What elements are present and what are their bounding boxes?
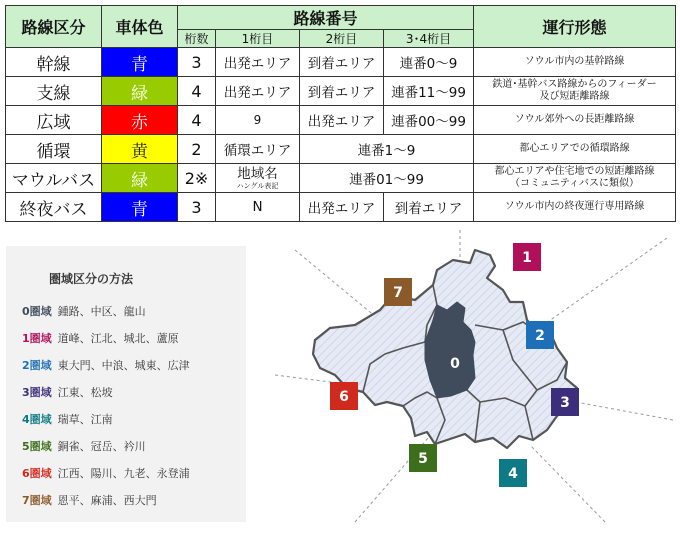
zone-label-3: 3: [560, 395, 570, 411]
zone-label-7: 7: [393, 285, 403, 301]
operation-cell: [474, 164, 676, 193]
digit1-cell: 出発エリア: [216, 77, 300, 106]
legend-code-suffix: 圏域: [29, 305, 52, 318]
legend-item: [22, 384, 113, 400]
legend-item: [22, 492, 157, 508]
table-row: [6, 135, 676, 164]
legend-code-number: 3: [22, 386, 30, 399]
header-route-type: 路線区分: [6, 6, 102, 48]
digit34-cell: 連番00～99: [384, 106, 474, 135]
legend-item: [22, 438, 146, 454]
legend-code: [22, 413, 52, 426]
legend-code-suffix: 圏域: [29, 332, 52, 345]
operation-line1: 鉄道･基幹バス路線からのフィーダー: [492, 79, 657, 90]
legend-code: [22, 305, 52, 318]
route-classification-table: [5, 5, 676, 222]
digit2-cell: 出発エリア: [300, 193, 384, 222]
legend-code-suffix: 圏域: [29, 359, 52, 372]
digits-cell: 3: [178, 193, 216, 222]
digit34-cell: 連番0～9: [384, 48, 474, 77]
header-digit2: 2桁目: [300, 30, 384, 48]
body-color-cell: 緑: [102, 164, 178, 193]
legend-code-suffix: 圏域: [29, 440, 52, 453]
legend-item: [22, 303, 146, 319]
table-row: [6, 193, 676, 222]
digits-cell: 3: [178, 48, 216, 77]
digits-cell: 2: [178, 135, 216, 164]
legend-title: 圏域区分の方法: [48, 272, 133, 286]
zone-label-1: 1: [522, 250, 532, 266]
table-row: [6, 77, 676, 106]
table-row: [6, 164, 676, 193]
operation-line1: 都心エリアや住宅地での短距離路線: [494, 166, 655, 177]
legend-code-number: 1: [22, 332, 30, 345]
header-body-color: 車体色: [102, 6, 178, 48]
digit2-cell: 到着エリア: [300, 48, 384, 77]
legend-areas: 銅雀、冠岳、衿川: [57, 440, 146, 453]
digit234-cell: 連番01～99: [300, 164, 474, 193]
legend-code-number: 5: [22, 440, 30, 453]
digit34-cell: 連番11～99: [384, 77, 474, 106]
digit2-cell: 出発エリア: [300, 106, 384, 135]
digit1-note: ハングル表記: [236, 181, 279, 190]
route-type-cell: 支線: [6, 77, 102, 106]
header-digit34: 3･4桁目: [384, 30, 474, 48]
digits-cell: 2※: [178, 164, 216, 193]
digit1-cell: N: [216, 193, 300, 222]
legend-code-number: 2: [22, 359, 30, 372]
legend-code-suffix: 圏域: [29, 494, 52, 507]
digit2-cell: 到着エリア: [300, 77, 384, 106]
header-digits: 桁数: [178, 30, 216, 48]
seoul-zone-map: [275, 230, 675, 530]
legend-code-number: 0: [22, 305, 30, 318]
legend-code: [22, 359, 52, 372]
body-color-cell: 黄: [102, 135, 178, 164]
digit1-cell: [216, 164, 300, 193]
legend-code: [22, 467, 52, 480]
route-type-cell: 終夜バス: [6, 193, 102, 222]
digit1-cell: 出発エリア: [216, 48, 300, 77]
zone-label-2: 2: [535, 328, 545, 344]
legend-areas: 江西、陽川、九老、永登浦: [57, 467, 190, 480]
legend-areas: 恩平、麻浦、西大門: [57, 494, 157, 507]
operation-line2: （コミュニティバスに類似）: [510, 178, 640, 189]
legend-areas: 東大門、中浪、城東、広津: [57, 359, 190, 372]
zone-label-0: 0: [450, 356, 460, 372]
digit1-cell: 9: [216, 106, 300, 135]
route-type-cell: 循環: [6, 135, 102, 164]
header-operation: 運行形態: [474, 6, 676, 48]
digit1-cell: 循環エリア: [216, 135, 300, 164]
digit234-cell: 連番1～9: [300, 135, 474, 164]
route-type-cell: 幹線: [6, 48, 102, 77]
legend-areas: 江東、松坡: [57, 386, 113, 399]
operation-line2: 及び短距離路線: [539, 91, 610, 102]
legend-code-number: 6: [22, 467, 30, 480]
operation-cell: ソウル市内の基幹路線: [474, 48, 676, 77]
legend-code: [22, 386, 52, 399]
legend-areas: 鍾路、中区、龍山: [57, 305, 146, 318]
legend-code-suffix: 圏域: [29, 467, 52, 480]
operation-cell: 都心エリアでの循環路線: [474, 135, 676, 164]
route-type-cell: マウルバス: [6, 164, 102, 193]
legend-areas: 道峰、江北、城北、蘆原: [57, 332, 179, 345]
legend-code-suffix: 圏域: [29, 413, 52, 426]
legend-code-number: 4: [22, 413, 30, 426]
legend-item: [22, 411, 113, 427]
legend-code: [22, 440, 52, 453]
legend-code: [22, 494, 52, 507]
table-row: [6, 106, 676, 135]
digits-cell: 4: [178, 77, 216, 106]
legend-areas: 瑞草、江南: [57, 413, 113, 426]
body-color-cell: 青: [102, 193, 178, 222]
operation-cell: [474, 77, 676, 106]
legend-item: [22, 330, 179, 346]
body-color-cell: 緑: [102, 77, 178, 106]
table-row: [6, 48, 676, 77]
body-color-cell: 赤: [102, 106, 178, 135]
body-color-cell: 青: [102, 48, 178, 77]
operation-cell: ソウル郊外への長距離路線: [474, 106, 676, 135]
zone-legend: [6, 246, 246, 522]
digits-cell: 4: [178, 106, 216, 135]
operation-cell: ソウル市内の終夜運行専用路線: [474, 193, 676, 222]
legend-code: [22, 332, 52, 345]
zone-label-5: 5: [418, 451, 428, 467]
legend-item: [22, 357, 190, 373]
header-route-number: 路線番号: [178, 6, 474, 30]
zone-label-4: 4: [508, 466, 518, 482]
header-digit1: 1桁目: [216, 30, 300, 48]
legend-code-suffix: 圏域: [29, 386, 52, 399]
legend-code-number: 7: [22, 494, 30, 507]
digit34-cell: 到着エリア: [384, 193, 474, 222]
route-type-cell: 広域: [6, 106, 102, 135]
legend-item: [22, 465, 190, 481]
zone-label-6: 6: [339, 389, 349, 405]
digit1-main: 地域名: [237, 165, 278, 182]
